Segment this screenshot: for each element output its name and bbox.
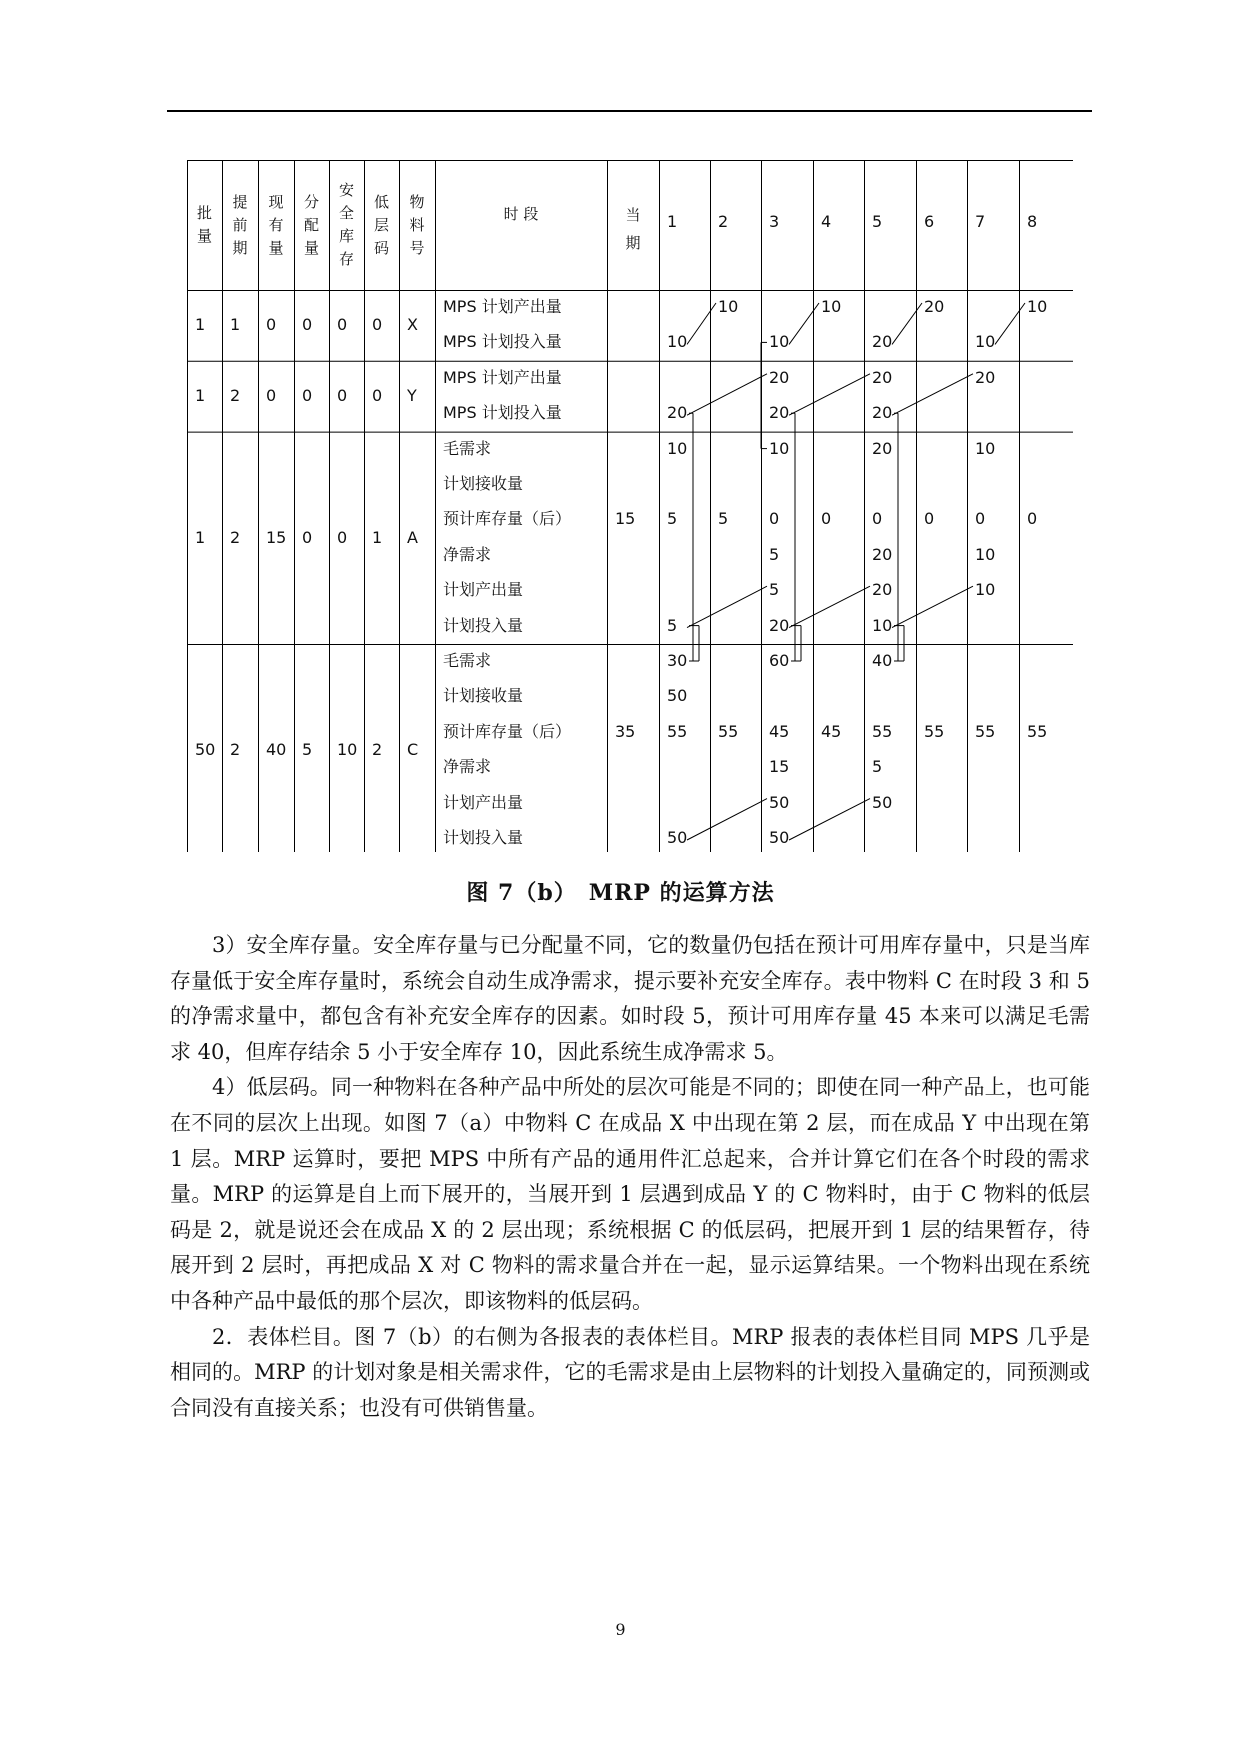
- row-label: 计划接收量: [443, 686, 524, 706]
- attr-cell: 2: [372, 740, 383, 760]
- row-label: 毛需求: [443, 438, 492, 458]
- value-cell: 20: [769, 403, 790, 423]
- value-cell: 5: [769, 580, 780, 600]
- value-cell: 20: [872, 332, 893, 352]
- paragraph: 3）安全库存量。安全库存量与已分配量不同，它的数量仍包括在预计可用库存量中，只是当库存量低于安全库存量时，系统会自动生成净需求，提示要补充安全库存。表中物料 C 在时段 3 和 5 的净需求量中，都包含有补充安全库存的因素。如时段 5，预计可用库存量 45 本来可以满足毛需求 40，但库存结余 5 小于安全库存 10，因此系统生成净需求 5。: [170, 933, 1090, 1064]
- value-cell: 30: [667, 651, 688, 670]
- value-cell: 0: [821, 509, 832, 529]
- mrp-table-grid: [187, 160, 1073, 852]
- value-cell: 55: [718, 721, 739, 741]
- column-header: 2: [718, 212, 729, 231]
- value-cell: 10: [872, 615, 893, 635]
- row-label: 计划产出量: [443, 792, 524, 812]
- attr-cell: 0: [302, 527, 313, 547]
- attr-cell: 50: [195, 740, 216, 760]
- attr-cell: 2: [230, 740, 241, 760]
- row-label: MPS 计划投入量: [443, 403, 562, 423]
- row-label: 预计库存量（后）: [443, 721, 572, 741]
- paragraph: 4）低层码。同一种物料在各种产品中所处的层次可能是不同的；即使在同一种产品上，也可能在不同的层次上出现。如图 7（a）中物料 C 在成品 X 中出现在第 2 层，而在成品 Y 中出现在第 1 层。MRP 运算时，要把 MPS 中所有产品的通用件汇总起来，合并计算它们在各个时段的需求量。MRP 的运算是自上而下展开的，当展开到 1 层遇到成品 Y 的 C 物料时，由于 C 物料的低层码是 2，就是说还会在成品 X 的 2 层出现；系统根据 C 的低层码，把展开到 1 层的结果暂存，待展开到 2 层时，再把成品 X 对 C 物料的需求量合并在一起，显示运算结果。一个物料出现在系统中各种产品中最低的那个层次，即该物料的低层码。: [170, 1075, 1090, 1313]
- offset-arrow-line: [687, 303, 716, 344]
- value-cell: 20: [975, 367, 996, 387]
- value-cell: 20: [872, 403, 893, 423]
- row-label: MPS 计划投入量: [443, 332, 562, 352]
- row-label: MPS 计划产出量: [443, 367, 562, 387]
- value-cell: 10: [975, 332, 996, 352]
- offset-arrow-line: [687, 374, 767, 415]
- value-cell: 10: [769, 438, 790, 458]
- row-label: 计划接收量: [443, 474, 524, 493]
- mrp-table: [187, 160, 1073, 852]
- value-cell: 10: [667, 438, 688, 458]
- body-text: [170, 928, 1090, 1426]
- column-header: 安 全 库 存: [338, 181, 354, 268]
- column-header: 物 料 号: [409, 192, 425, 257]
- row-label: 计划投入量: [443, 615, 524, 635]
- attr-cell: 40: [266, 740, 287, 760]
- offset-arrow-line: [892, 586, 973, 627]
- value-cell: 55: [872, 721, 893, 741]
- row-label: 计划投入量: [443, 828, 524, 847]
- attr-cell: 0: [266, 386, 277, 406]
- value-cell: 5: [769, 544, 780, 564]
- value-cell: 0: [924, 509, 935, 529]
- attr-cell: 1: [195, 386, 206, 406]
- column-header: 1: [667, 212, 678, 231]
- column-header: 提 前 期: [232, 192, 248, 257]
- value-cell: 15: [615, 509, 636, 529]
- column-header: 4: [821, 212, 832, 231]
- value-cell: 5: [667, 509, 678, 529]
- value-cell: 5: [718, 509, 729, 529]
- offset-arrow-line: [892, 303, 922, 344]
- header-rule: [167, 110, 1092, 112]
- value-cell: 20: [769, 615, 790, 635]
- value-cell: 20: [872, 367, 893, 387]
- offset-arrow-line: [687, 799, 767, 840]
- offset-arrow-line: [789, 374, 870, 415]
- value-cell: 5: [872, 757, 883, 777]
- value-cell: 20: [872, 438, 893, 458]
- value-cell: 0: [1027, 509, 1038, 529]
- value-cell: 15: [769, 757, 790, 777]
- attr-cell: 10: [337, 740, 358, 760]
- column-header: 6: [924, 212, 935, 231]
- attr-cell: 0: [337, 315, 348, 335]
- value-cell: 20: [769, 367, 790, 387]
- column-header: 低 层 码: [373, 192, 389, 257]
- value-cell: 10: [975, 544, 996, 564]
- row-label: 毛需求: [443, 651, 492, 670]
- value-cell: 50: [769, 828, 790, 847]
- value-cell: 20: [667, 403, 688, 423]
- value-cell: 5: [667, 615, 678, 635]
- attr-cell: 0: [337, 386, 348, 406]
- row-label: 净需求: [443, 757, 492, 777]
- attr-cell: C: [407, 740, 419, 760]
- value-cell: 20: [872, 580, 893, 600]
- value-cell: 50: [667, 686, 688, 706]
- attr-cell: 0: [302, 315, 313, 335]
- attr-cell: 1: [230, 315, 241, 335]
- attr-cell: 1: [195, 527, 206, 547]
- value-cell: 20: [924, 297, 945, 316]
- attr-cell: 1: [372, 527, 383, 547]
- row-label: 预计库存量（后）: [443, 509, 572, 529]
- value-cell: 35: [615, 721, 636, 741]
- column-header: 分 配 量: [303, 192, 319, 257]
- value-cell: 45: [769, 721, 790, 741]
- value-cell: 45: [821, 721, 842, 741]
- value-cell: 50: [872, 792, 893, 812]
- attr-cell: 0: [302, 386, 313, 406]
- value-cell: 40: [872, 651, 893, 670]
- attr-cell: A: [407, 527, 418, 547]
- value-cell: 55: [975, 721, 996, 741]
- column-header: 时 段: [503, 205, 539, 223]
- value-cell: 10: [1027, 297, 1048, 316]
- attr-cell: 5: [302, 740, 313, 760]
- value-cell: 55: [924, 721, 945, 741]
- value-cell: 10: [975, 438, 996, 458]
- offset-arrow-line: [789, 799, 870, 840]
- figure-caption: 图 7（b） MRP 的运算方法: [466, 880, 775, 906]
- page-number: 9: [615, 1620, 626, 1639]
- row-label: 净需求: [443, 544, 492, 564]
- column-header: 批 量: [196, 204, 212, 245]
- value-cell: 0: [975, 509, 986, 529]
- paragraph: 2．表体栏目。图 7（b）的右侧为各报表的表体栏目。MRP 报表的表体栏目同 MPS 几乎是相同的。MRP 的计划对象是相关需求件，它的毛需求是由上层物料的计划投入量确定的，同预测或合同没有直接关系；也没有可供销售量。: [170, 1324, 1090, 1420]
- value-cell: 50: [667, 828, 688, 847]
- value-cell: 55: [667, 721, 688, 741]
- attr-cell: Y: [407, 386, 417, 406]
- value-cell: 50: [769, 792, 790, 812]
- offset-arrow-line: [892, 374, 973, 415]
- offset-arrow-line: [789, 586, 870, 627]
- attr-cell: 0: [337, 527, 348, 547]
- value-cell: 55: [1027, 721, 1048, 741]
- column-header: 当 期: [625, 206, 641, 252]
- column-header: 现 有 量: [268, 192, 284, 257]
- offset-arrow-line: [789, 303, 819, 344]
- column-header: 5: [872, 212, 883, 231]
- value-cell: 10: [769, 332, 790, 352]
- column-header: 8: [1027, 212, 1038, 231]
- attr-cell: 0: [266, 315, 277, 335]
- attr-cell: 0: [372, 386, 383, 406]
- value-cell: 10: [667, 332, 688, 352]
- value-cell: 10: [975, 580, 996, 600]
- column-header: 3: [769, 212, 780, 231]
- attr-cell: 2: [230, 527, 241, 547]
- value-cell: 60: [769, 651, 790, 670]
- offset-arrow-line: [687, 586, 767, 627]
- offset-arrow-line: [995, 303, 1025, 344]
- attr-cell: 15: [266, 527, 287, 547]
- value-cell: 20: [872, 544, 893, 564]
- attr-cell: 2: [230, 386, 241, 406]
- attr-cell: X: [407, 315, 418, 335]
- value-cell: 10: [718, 297, 739, 316]
- value-cell: 0: [872, 509, 883, 529]
- column-header: 7: [975, 212, 986, 231]
- value-cell: 0: [769, 509, 780, 529]
- attr-cell: 1: [195, 315, 206, 335]
- row-label: MPS 计划产出量: [443, 297, 562, 316]
- row-label: 计划产出量: [443, 580, 524, 600]
- value-cell: 10: [821, 297, 842, 316]
- attr-cell: 0: [372, 315, 383, 335]
